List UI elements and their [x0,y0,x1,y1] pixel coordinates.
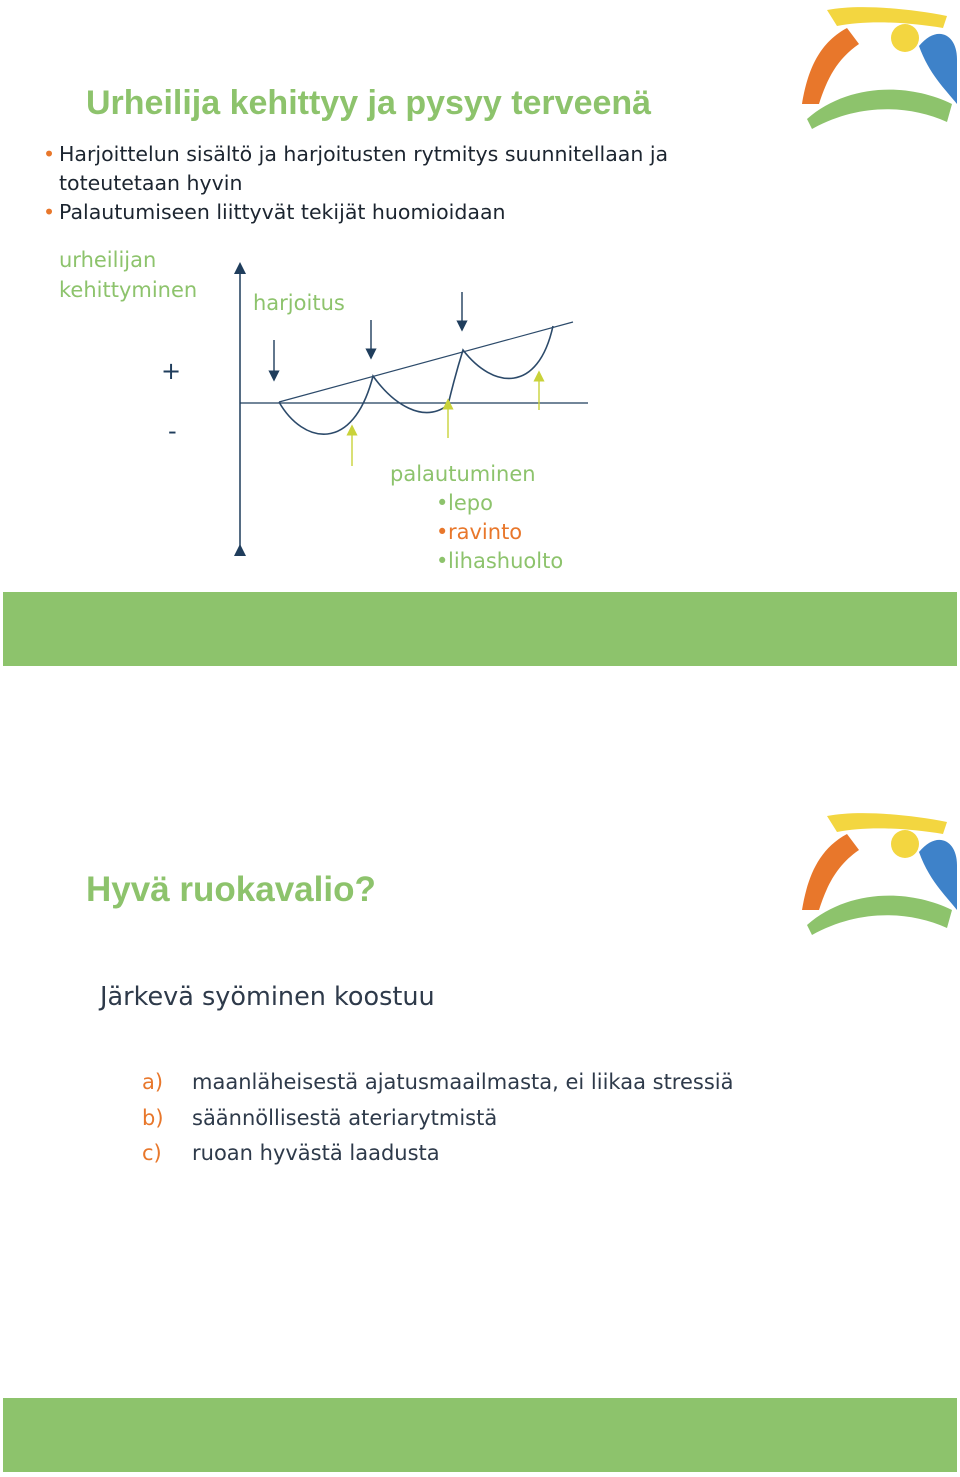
trend-line [279,322,573,402]
bullet-item: • Palautumiseen liittyvät tekijät huomioidaan [43,198,783,227]
plus-sign: + [161,357,182,385]
bullet-item: • Harjoittelun sisältö ja harjoitusten rytmitys suunnitellaan ja toteutetaan hyvin [43,142,669,195]
recovery-item: • lepo [436,491,493,515]
logo-green-shape [807,896,952,935]
recovery-label: palautuminen [390,462,536,486]
logo-yellow-dot [891,830,919,858]
diet-list [142,1065,733,1172]
slide-1 [3,4,957,666]
logo-blue-shape [919,840,957,910]
slide-title: Hyvä ruokavalio? [86,870,376,909]
y-axis-label: urheilijan kehittyminen [59,248,198,302]
recovery-item: • ravinto [436,520,523,544]
diet-list-item: c) ruoan hyvästä laadusta [142,1141,440,1165]
slide-title: Urheilija kehittyy ja pysyy terveenä [86,84,652,122]
brand-logo [797,810,957,935]
footer-band [3,1398,957,1472]
diet-list-item: a) maanläheisestä ajatusmaailmasta, ei liikaa stressiä [142,1070,734,1094]
recovery-list [390,489,563,576]
recovery-block [390,460,563,576]
slide-subtitle: Järkevä syöminen koostuu [100,982,435,1012]
bullet-dot: • [43,200,56,224]
bullet-dot: • [43,142,56,166]
training-label: harjoitus [253,291,345,315]
slide-2 [3,810,957,1472]
logo-orange-shape [802,834,859,910]
minus-sign: - [168,417,177,445]
footer-band [3,592,957,666]
diet-list-item: b) säännöllisestä ateriarytmistä [142,1105,498,1130]
logo-yellow-swoosh [827,813,947,834]
recovery-item: • lihashuolto [436,549,564,573]
recovery-wave [279,326,553,434]
